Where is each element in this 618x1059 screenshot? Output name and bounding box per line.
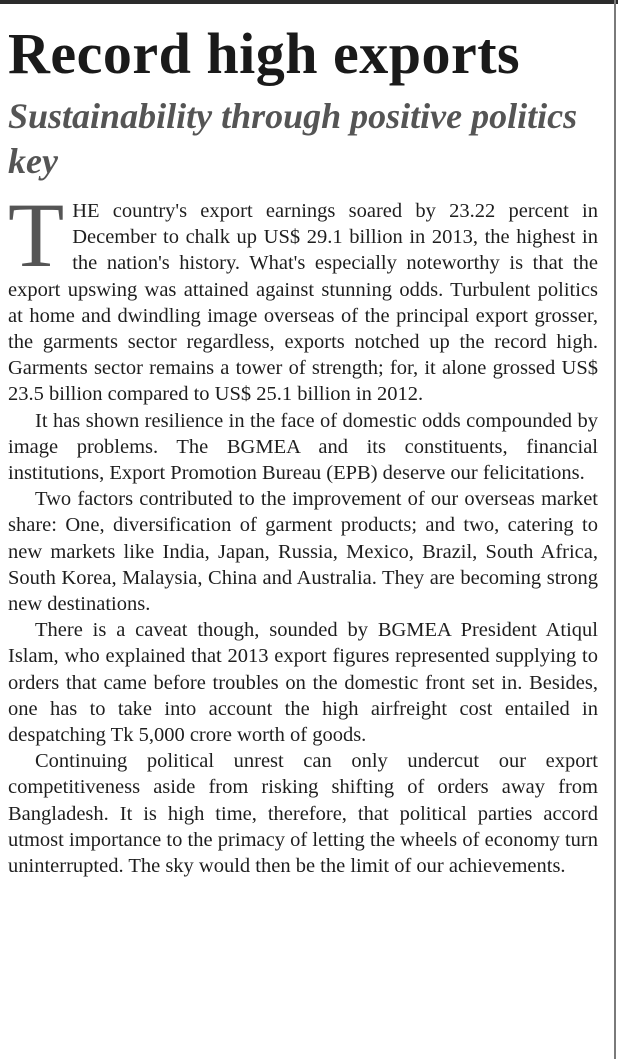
paragraph-4: There is a caveat though, sounded by BGMEA President Atiqul Islam, who explained that 2013 export figures represented supplying to orders that came before troubles on the domestic front set in. Besides, one has to take into account the high airfreight cost entailed in despatching Tk 5,000 crore worth of goods. xyxy=(8,619,598,747)
paragraph-2: It has shown resilience in the face of domestic odds compounded by image problems. The BGMEA and its constituents, financial institutions, Export Promotion Bureau (EPB) deserve our felicitations. xyxy=(8,409,598,485)
drop-cap: T xyxy=(8,184,65,286)
top-rule xyxy=(0,0,618,4)
headline: Record high exports xyxy=(8,21,521,86)
paragraph-1-text: HE country's export earnings soared by 23.22 percent in December to chalk up US$ 29.1 billion in 2013, the highest in the nation's history. What's especially noteworthy is that the export upswing was attained against stunning odds. Turbulent politics at home and dwindling image overseas of the principal export grosser, the garments sector regardless, exports notched up the record high. Garments sector remains a tower of strength; for, it alone grossed US$ 23.5 billion compared to US$ 25.1 billion in 2012. xyxy=(8,200,598,406)
subheadline: Sustainability through positive politics key xyxy=(8,96,578,181)
column-rule xyxy=(614,0,616,1059)
article-body xyxy=(8,184,598,879)
paragraph-3: Two factors contributed to the improvement of our overseas market share: One, diversification of garment products; and two, catering to new markets like India, Japan, Russia, Mexico, Brazil, South Africa, South Korea, Malaysia, China and Australia. They are becoming strong new destinations. xyxy=(8,488,598,616)
paragraph-1 xyxy=(8,184,598,408)
article xyxy=(8,22,598,879)
paragraph-5: Continuing political unrest can only undercut our export competitiveness aside from risking shifting of orders away from Bangladesh. It is high time, therefore, that political parties accord utmost importance to the primacy of letting the wheels of economy turn uninterrupted. The sky would then be the limit of our achievements. xyxy=(8,750,598,878)
